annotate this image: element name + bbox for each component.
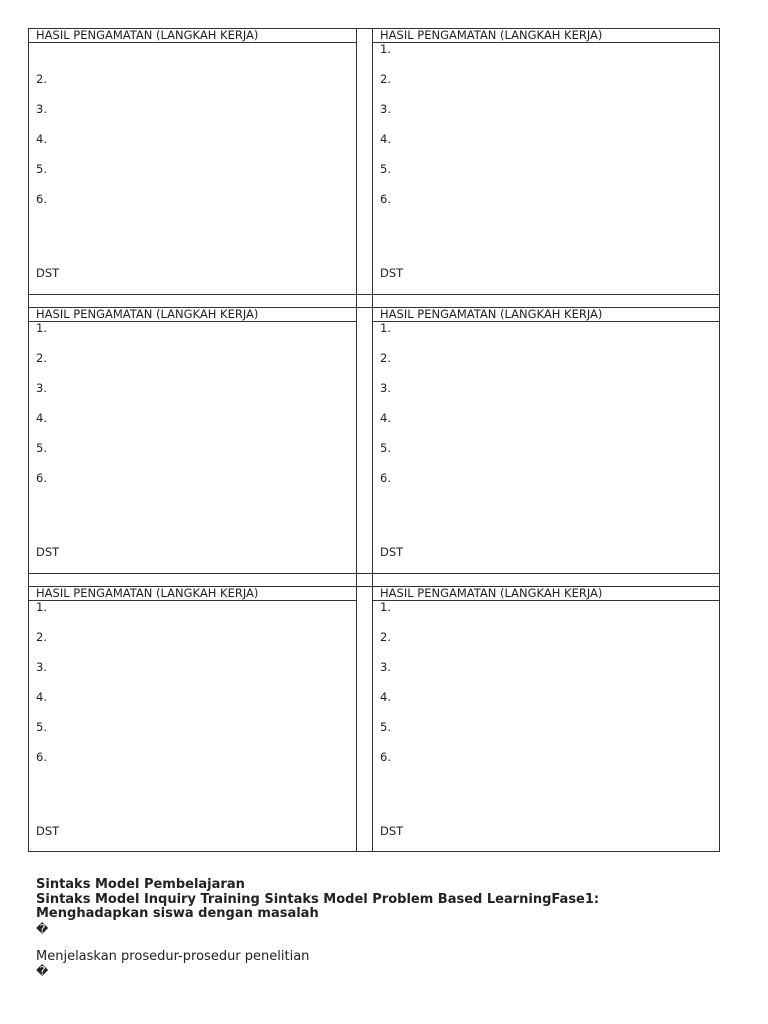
step-end: DST (380, 824, 404, 838)
step-item: 2. (36, 630, 47, 644)
cell-header: HASIL PENGAMATAN (LANGKAH KERJA) (373, 308, 720, 322)
step-item: 2. (380, 630, 391, 644)
observation-table (28, 28, 720, 852)
section-title: Sintaks Model Pembelajaran (36, 877, 245, 892)
cell-header: HASIL PENGAMATAN (LANGKAH KERJA) (373, 587, 720, 601)
table-body-row (29, 43, 720, 295)
step-item: 1. (36, 321, 47, 335)
step-item: 6. (36, 192, 47, 206)
step-item: 6. (36, 750, 47, 764)
step-item: 6. (380, 750, 391, 764)
syntax-line: Menjelaskan prosedur-prosedur penelitian (36, 948, 310, 964)
step-item: 6. (380, 471, 391, 485)
separator-row (29, 574, 720, 587)
step-item (36, 43, 356, 56)
step-item: 4. (380, 411, 391, 425)
missing-glyph-icon: � (36, 964, 49, 978)
cell-header: HASIL PENGAMATAN (LANGKAH KERJA) (29, 587, 357, 601)
cell-steps (373, 601, 720, 852)
table-header-row (29, 29, 720, 43)
step-item: 3. (36, 102, 47, 116)
step-item: 4. (380, 132, 391, 146)
step-item: 1. (380, 42, 391, 56)
cell-steps (373, 322, 720, 574)
syntax-line: Sintaks Model Inquiry Training Sintaks Model Problem Based LearningFase1: (36, 891, 600, 907)
cell-steps (29, 322, 357, 574)
step-item: 2. (36, 72, 47, 86)
step-end: DST (36, 266, 60, 280)
step-item: 4. (36, 690, 47, 704)
step-item: 3. (36, 660, 47, 674)
divider-cell (357, 587, 373, 852)
step-item: 2. (380, 351, 391, 365)
syntax-line: Menghadapkan siswa dengan masalah (36, 906, 319, 921)
cell-header: HASIL PENGAMATAN (LANGKAH KERJA) (29, 29, 357, 43)
step-item: 6. (36, 471, 47, 485)
step-item: 5. (380, 720, 391, 734)
step-item: 3. (36, 381, 47, 395)
step-item: 2. (36, 351, 47, 365)
table-body-row (29, 601, 720, 852)
step-item: 4. (380, 690, 391, 704)
cell-steps (373, 43, 720, 295)
step-item: 3. (380, 381, 391, 395)
cell-header: HASIL PENGAMATAN (LANGKAH KERJA) (373, 29, 720, 43)
step-item: 6. (380, 192, 391, 206)
step-item: 4. (36, 411, 47, 425)
step-item: 5. (380, 441, 391, 455)
table-header-row (29, 587, 720, 601)
step-item: 5. (36, 162, 47, 176)
missing-glyph-icon: � (36, 921, 49, 936)
step-item: 5. (380, 162, 391, 176)
cell-header: HASIL PENGAMATAN (LANGKAH KERJA) (29, 308, 357, 322)
step-item: 3. (380, 660, 391, 674)
step-end: DST (380, 545, 404, 559)
syntax-section (36, 878, 736, 978)
step-item: 5. (36, 720, 47, 734)
step-end: DST (36, 545, 60, 559)
separator-row (29, 295, 720, 308)
step-item: 1. (36, 600, 47, 614)
cell-steps (29, 601, 357, 852)
divider-cell (357, 308, 373, 574)
step-end: DST (380, 266, 404, 280)
step-end: DST (36, 824, 60, 838)
step-item: 1. (380, 321, 391, 335)
step-item: 4. (36, 132, 47, 146)
table-body-row (29, 322, 720, 574)
step-item: 2. (380, 72, 391, 86)
cell-steps (29, 43, 357, 295)
step-item: 3. (380, 102, 391, 116)
step-item: 5. (36, 441, 47, 455)
step-item: 1. (380, 600, 391, 614)
table-header-row (29, 308, 720, 322)
divider-cell (357, 29, 373, 295)
